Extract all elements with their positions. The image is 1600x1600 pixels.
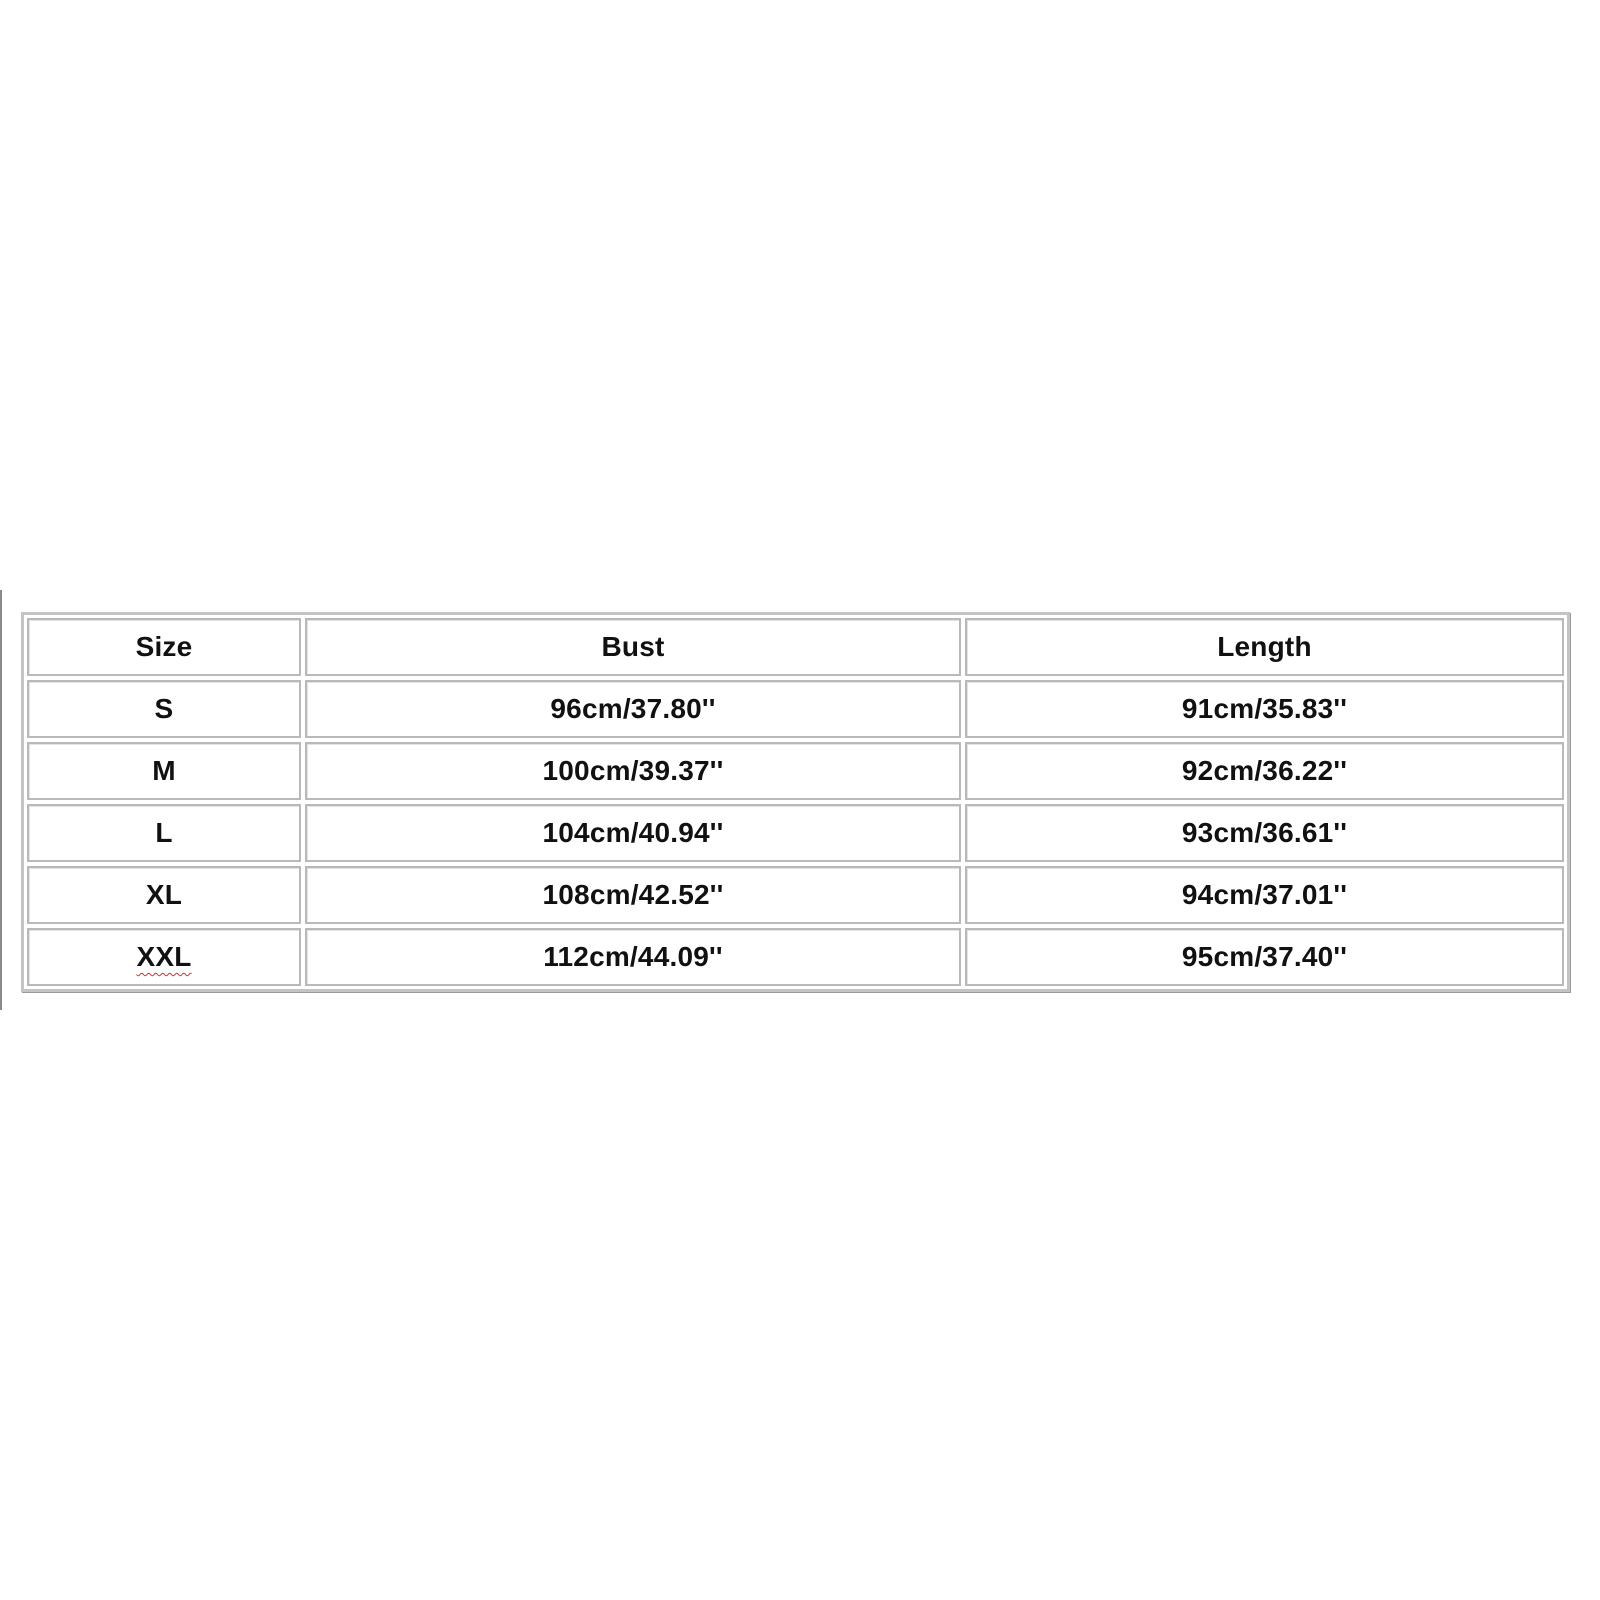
row-xxl-bust: 112cm/44.09''	[305, 928, 961, 986]
header-length: Length	[965, 618, 1564, 676]
size-chart-table	[21, 612, 1570, 992]
row-xl-length: 94cm/37.01''	[965, 866, 1564, 924]
size-chart-grid	[27, 618, 1564, 986]
row-s-size: S	[27, 680, 301, 738]
row-s-length: 91cm/35.83''	[965, 680, 1564, 738]
row-s-bust: 96cm/37.80''	[305, 680, 961, 738]
row-xl-size: XL	[27, 866, 301, 924]
row-xxl-size-cell	[27, 928, 301, 986]
row-l-bust: 104cm/40.94''	[305, 804, 961, 862]
header-bust: Bust	[305, 618, 961, 676]
row-xxl-size: XXL	[136, 941, 192, 972]
header-size: Size	[27, 618, 301, 676]
row-m-bust: 100cm/39.37''	[305, 742, 961, 800]
left-edge-rule	[0, 590, 2, 1010]
row-xxl-length: 95cm/37.40''	[965, 928, 1564, 986]
row-l-size: L	[27, 804, 301, 862]
row-xl-bust: 108cm/42.52''	[305, 866, 961, 924]
row-m-length: 92cm/36.22''	[965, 742, 1564, 800]
row-l-length: 93cm/36.61''	[965, 804, 1564, 862]
row-m-size: M	[27, 742, 301, 800]
